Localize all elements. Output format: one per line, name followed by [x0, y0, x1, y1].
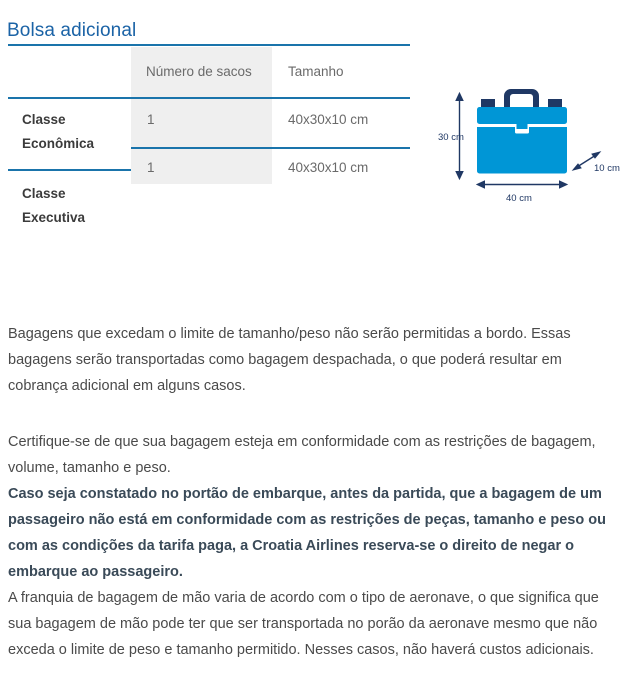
row-bags-economy: 1: [147, 112, 155, 127]
height-dimension-label: 30 cm: [438, 132, 464, 143]
row-divider-rule: [131, 147, 410, 149]
briefcase-diagram: [430, 76, 630, 208]
page-title: Bolsa adicional: [7, 19, 137, 41]
paragraph-boarding-denial: Caso seja constatado no portão de embarque, antes da partida, que a bagagem de um passageiro não está em conformidade com as restrições de peças, tamanho e peso ou com as condições da tarifa paga, a Croatia Airlines reserva-se o direito de negar o embarque ao passageiro.: [8, 485, 606, 580]
paragraph-compliance: Certifique-se de que sua bagagem esteja em conformidade com as restrições de bagagem, volume, tamanho e peso.: [8, 433, 596, 476]
width-dimension-arrow: [477, 181, 567, 188]
column-header-size: Tamanho: [288, 64, 344, 79]
column-header-bags: Número de sacos: [146, 64, 252, 79]
additional-bag-table: [8, 44, 410, 234]
row-divider-rule-label-column: [8, 169, 131, 171]
header-bottom-rule: [8, 97, 410, 99]
briefcase-body: [477, 127, 567, 174]
briefcase-lid: [477, 107, 567, 124]
table-top-rule: [8, 44, 410, 46]
row-label-business: Classe Executiva: [22, 186, 86, 225]
width-dimension-label: 40 cm: [506, 193, 532, 204]
paragraph-excess-baggage: Bagagens que excedam o limite de tamanho/peso não serão permitidas a bordo. Essas bagagens serão transportadas como bagagem despachada, o que poderá resultar em cobrança adicional em alguns casos.: [8, 325, 571, 394]
row-bags-business: 1: [147, 160, 155, 175]
row-size-economy: 40x30x10 cm: [288, 112, 369, 127]
briefcase-latch: [517, 124, 528, 129]
row-size-business: 40x30x10 cm: [288, 160, 369, 175]
briefcase-handle: [481, 89, 562, 107]
depth-dimension-label: 10 cm: [594, 163, 620, 174]
row-label-economy: Classe Econômica: [22, 112, 95, 151]
paragraph-aircraft-type: A franquia de bagagem de mão varia de acordo com o tipo de aeronave, o que significa que sua bagagem de mão pode ter que ser transportada no porão da aeronave mesmo que não exceda o limite de peso e tamanho permitido. Nesses casos, não haverá custos adicionais.: [8, 589, 599, 658]
